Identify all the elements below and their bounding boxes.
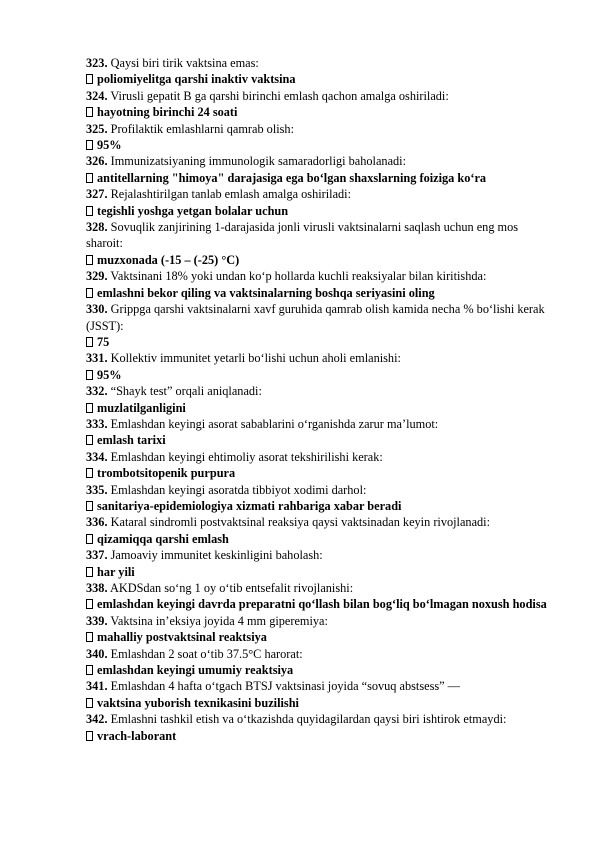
answer-326: antitellarning "himoya" darajasiga ega bo‘lgan shaxslarning foiziga ko‘ra [86, 170, 550, 186]
question-333: 333. Emlashdan keyingi asorat sabablarini o‘rganishda zarur ma’lumot: [86, 416, 439, 431]
answer-334: trombotsitopenik purpura [86, 465, 550, 481]
checkbox-icon [86, 567, 93, 577]
checkbox-icon [86, 255, 93, 265]
checkbox-icon [86, 173, 93, 183]
question-325: 325. Profilaktik emlashlarni qamrab olish: [86, 121, 294, 136]
answer-338: emlashdan keyingi davrda preparatni qo‘llash bilan bog‘liq bo‘lmagan noxush hodisa [86, 596, 550, 612]
checkbox-icon [86, 599, 93, 609]
checkbox-icon [86, 74, 93, 84]
checkbox-icon [86, 337, 93, 347]
checkbox-icon [86, 140, 93, 150]
checkbox-icon [86, 206, 93, 216]
answer-331: 95% [86, 367, 550, 383]
checkbox-icon [86, 107, 93, 117]
question-328: 328. Sovuqlik zanjirining 1-darajasida jonli virusli vaktsinalarni saqlash uchun eng mos sharoit: [86, 220, 519, 251]
question-340: 340. Emlashdan 2 soat o‘tib 37.5°C harorat: [86, 646, 303, 661]
checkbox-icon [86, 370, 93, 380]
question-334: 334. Emlashdan keyingi ehtimoliy asorat tekshirilishi kerak: [86, 449, 383, 464]
answer-340: emlashdan keyingi umumiy reaktsiya [86, 662, 550, 678]
question-338: 338. AKDSdan so‘ng 1 oy o‘tib entsefalit rivojlanishi: [86, 581, 354, 595]
answer-327: tegishli yoshga yetgan bolalar uchun [86, 203, 550, 219]
question-339: 339. Vaktsina in’eksiya joyida 4 mm giperemiya: [86, 613, 328, 628]
checkbox-icon [86, 403, 93, 413]
answer-325: 95% [86, 137, 550, 153]
checkbox-icon [86, 698, 93, 708]
answer-324: hayotning birinchi 24 soati [86, 104, 550, 120]
question-331: 331. Kollektiv immunitet yetarli bo‘lishi uchun aholi emlanishi: [86, 351, 401, 366]
question-332: 332. “Shayk test” orqali aniqlanadi: [86, 384, 262, 399]
question-326: 326. Immunizatsiyaning immunologik samaradorligi baholanadi: [86, 154, 407, 169]
question-341: 341. Emlashdan 4 hafta o‘tgach BTSJ vaktsinasi joyida “sovuq abstsess” — [86, 679, 460, 694]
checkbox-icon [86, 632, 93, 642]
checkbox-icon [86, 731, 93, 741]
checkbox-icon [86, 501, 93, 511]
question-330: 330. Grippga qarshi vaktsinalarni xavf guruhida qamrab olish kamida necha % bo‘lishi kerak (JSST): [86, 302, 545, 333]
answer-329: emlashni bekor qiling va vaktsinalarning boshqa seriyasini oling [86, 285, 550, 301]
question-337: 337. Jamoaviy immunitet keskinligini baholash: [86, 548, 323, 563]
answer-332: muzlatilganligini [86, 400, 550, 416]
answer-335: sanitariya-epidemiologiya xizmati rahbariga xabar beradi [86, 498, 550, 514]
question-335: 335. Emlashdan keyingi asoratda tibbiyot xodimi darhol: [86, 482, 367, 497]
checkbox-icon [86, 435, 93, 445]
question-323: 323. Qaysi biri tirik vaktsina emas: [86, 56, 259, 70]
checkbox-icon [86, 665, 93, 675]
checkbox-icon [86, 288, 93, 298]
question-342: 342. Emlashni tashkil etish va o‘tkazishda quyidagilardan qaysi biri ishtirok etmaydi: [86, 712, 507, 727]
answer-323: poliomiyelitga qarshi inaktiv vaktsina [86, 71, 550, 87]
question-336: 336. Kataral sindromli postvaktsinal reaksiya qaysi vaktsinadan keyin rivojlanadi: [86, 515, 491, 530]
answer-341: vaktsina yuborish texnikasini buzilishi [86, 695, 550, 711]
answer-333: emlash tarixi [86, 432, 550, 448]
answer-330: 75 [86, 334, 550, 350]
checkbox-icon [86, 534, 93, 544]
answer-339: mahalliy postvaktsinal reaktsiya [86, 629, 550, 645]
answer-342: vrach-laborant [86, 728, 550, 744]
answer-328: muzxonada (-15 – (-25) °C) [86, 252, 550, 268]
question-329: 329. Vaktsinani 18% yoki undan ko‘p hollarda kuchli reaksiyalar bilan kiritishda: [86, 269, 487, 284]
question-327: 327. Rejalashtirilgan tanlab emlash amalga oshiriladi: [86, 187, 352, 202]
checkbox-icon [86, 468, 93, 478]
answer-336: qizamiqqa qarshi emlash [86, 531, 550, 547]
answer-337: har yili [86, 564, 550, 580]
question-324: 324. Virusli gepatit B ga qarshi birinchi emlash qachon amalga oshiriladi: [86, 88, 449, 103]
